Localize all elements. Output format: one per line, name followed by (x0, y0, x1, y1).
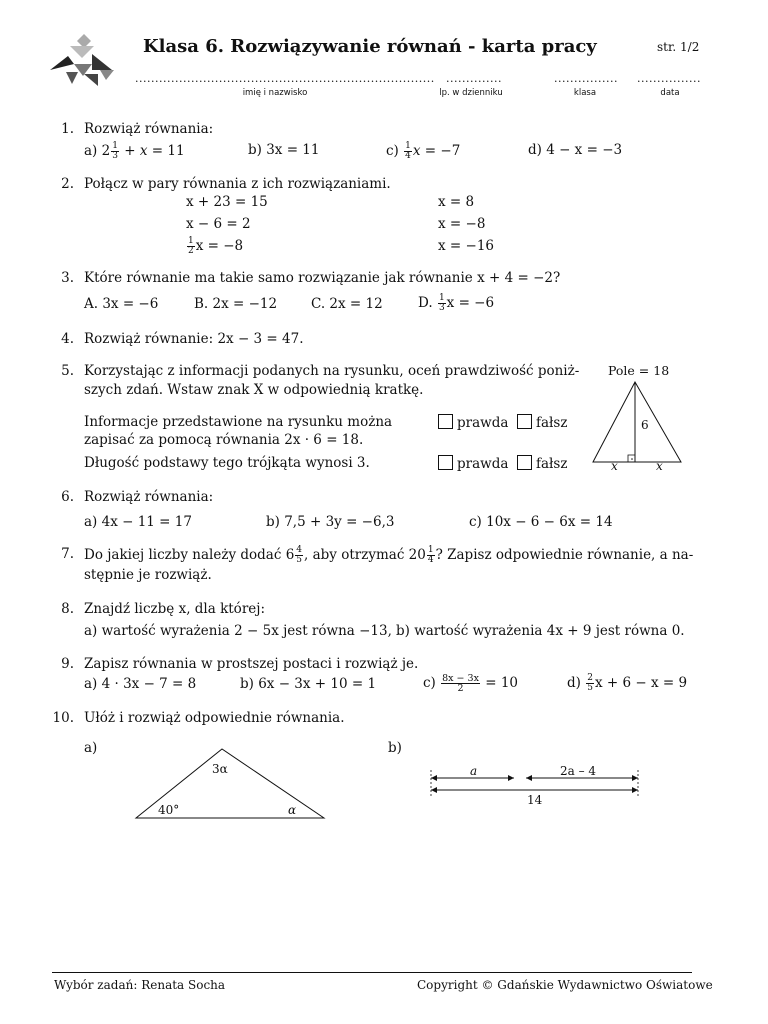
task-10a-right-angle: α (288, 803, 297, 817)
name-field-label: imię i nazwisko (242, 88, 308, 98)
task-6a: a) 4x − 11 = 17 (84, 514, 192, 530)
task-10-number: 10. (52, 710, 74, 726)
task-10b-label: b) (388, 740, 402, 756)
task-6c: c) 10x − 6 − 6x = 14 (469, 514, 613, 530)
task-5-statement-2: Długość podstawy tego trójkąta wynosi 3. (84, 455, 370, 471)
task-3-text: Które równanie ma takie samo rozwiązanie jak równanie x + 4 = −2? (84, 270, 561, 286)
task-2-eq-2: x − 6 = 2 (186, 216, 251, 232)
task-9c: c) $\frac{8x - 3x}{2}$ = 10 (423, 673, 519, 694)
footer-divider (52, 972, 692, 973)
footer-copyright: Copyright © Gdańskie Wydawnictwo Oświatowe (417, 978, 713, 992)
page-number: str. 1/2 (657, 40, 700, 54)
task-5-text-line-1: Korzystając z informacji podanych na rysunku, oceń prawdziwość poniż- (84, 363, 580, 379)
task-2-number: 2. (61, 176, 74, 192)
task-10b-segment-b: 2a – 4 (560, 764, 597, 778)
checkbox[interactable] (438, 414, 453, 429)
task-6b: b) 7,5 + 3y = −6,3 (266, 514, 395, 530)
task-7-text-line-1: Do jakiej liczby należy dodać 6 $\frac{4}{5}$ , aby otrzymać 20 $\frac{1}{4}$ ? Zapisz odpowiednie równanie, a na- (84, 545, 694, 565)
task-10b-segment-a: a (470, 764, 478, 778)
task-2-eq-3: $\frac{1}{2}$ x = −8 (188, 236, 244, 256)
task-10b-total: 14 (527, 793, 543, 807)
date-field-label: data (660, 88, 680, 98)
task-1b: b) 3x = 11 (248, 142, 320, 158)
task-5-triangle-figure (590, 380, 685, 475)
task-8a: a) wartość wyrażenia 2 − 5x jest równa −13, (84, 623, 392, 639)
task-4-text: Rozwiąż równanie: 2x − 3 = 47. (84, 331, 304, 347)
task-5-base-right-label: x (656, 459, 663, 473)
publisher-logo (48, 30, 118, 88)
task-8-text: Znajdź liczbę x, dla której: (84, 601, 265, 617)
task-2-sol-1: x = 8 (438, 194, 475, 210)
number-field-label: lp. w dzienniku (439, 88, 503, 98)
task-3-option-c: C. 2x = 12 (311, 296, 383, 312)
task-5-text-line-2: szych zdań. Wstaw znak X w odpowiednią kratkę. (84, 382, 424, 398)
task-5-base-left-label: x (611, 459, 618, 473)
task-5-number: 5. (61, 363, 74, 379)
task-2-sol-3: x = −16 (438, 238, 494, 254)
task-3-option-b: B. 2x = −12 (194, 296, 278, 312)
checkbox[interactable] (438, 455, 453, 470)
task-5-s2-true-option[interactable]: prawda (438, 455, 508, 472)
task-3-number: 3. (61, 270, 74, 286)
task-10a-label: a) (84, 740, 98, 756)
footer-author: Wybór zadań: Renata Socha (54, 978, 226, 992)
task-3-option-d: D. $\frac{1}{3}$ x = −6 (418, 293, 495, 313)
task-2-sol-2: x = −8 (438, 216, 486, 232)
class-field-line: ................ (554, 72, 618, 85)
checkbox[interactable] (517, 414, 532, 429)
task-10-text: Ułóż i rozwiąż odpowiednie równania. (84, 710, 345, 726)
task-2-eq-1: x + 23 = 15 (186, 194, 268, 210)
number-field-line: .............. (446, 72, 502, 85)
task-8b: b) wartość wyrażenia 4x + 9 jest równa 0. (396, 623, 685, 639)
task-6-text: Rozwiąż równania: (84, 489, 214, 505)
task-4-number: 4. (61, 331, 74, 347)
task-9d: d) $\frac{2}{5}$ x + 6 − x = 9 (567, 673, 688, 693)
task-9b: b) 6x − 3x + 10 = 1 (240, 676, 377, 692)
task-5-s1-true-option[interactable]: prawda (438, 414, 508, 431)
task-5-height-label: 6 (641, 418, 649, 432)
task-9-text: Zapisz równania w prostszej postaci i rozwiąż je. (84, 656, 419, 672)
page-title: Klasa 6. Rozwiązywanie równań - karta pracy (143, 36, 597, 57)
task-5-s1-false-option[interactable]: fałsz (517, 414, 567, 431)
name-field-line: ........................................................................... (135, 72, 435, 85)
task-1-number: 1. (61, 121, 74, 137)
task-3-option-a: A. 3x = −6 (84, 296, 159, 312)
task-5-statement-1a: Informacje przedstawione na rysunku można (84, 414, 393, 430)
task-1-text: Rozwiąż równania: (84, 121, 214, 137)
task-1c: c) $\frac{1}{4}$ x = −7 (386, 141, 461, 161)
class-field-label: klasa (573, 88, 597, 98)
task-1a: a) 2 $\frac{1}{3}$ + x = 11 (84, 141, 185, 161)
task-2-text: Połącz w pary równania z ich rozwiązaniami. (84, 176, 391, 192)
task-7-text-line-2: stępnie je rozwiąż. (84, 567, 212, 583)
task-7-number: 7. (61, 546, 74, 562)
task-5-figure-title: Pole = 18 (608, 363, 670, 378)
task-8-number: 8. (61, 601, 74, 617)
task-10a-top-angle: 3α (212, 762, 228, 776)
task-5-statement-1b: zapisać za pomocą równania 2x · 6 = 18. (84, 432, 364, 448)
task-9a: a) 4 · 3x − 7 = 8 (84, 676, 197, 692)
date-field-line: ................ (637, 72, 701, 85)
task-6-number: 6. (61, 489, 74, 505)
task-10a-left-angle: 40° (158, 803, 180, 817)
task-5-s2-false-option[interactable]: fałsz (517, 455, 567, 472)
task-9-number: 9. (61, 656, 74, 672)
task-1d: d) 4 − x = −3 (528, 142, 623, 158)
checkbox[interactable] (517, 455, 532, 470)
